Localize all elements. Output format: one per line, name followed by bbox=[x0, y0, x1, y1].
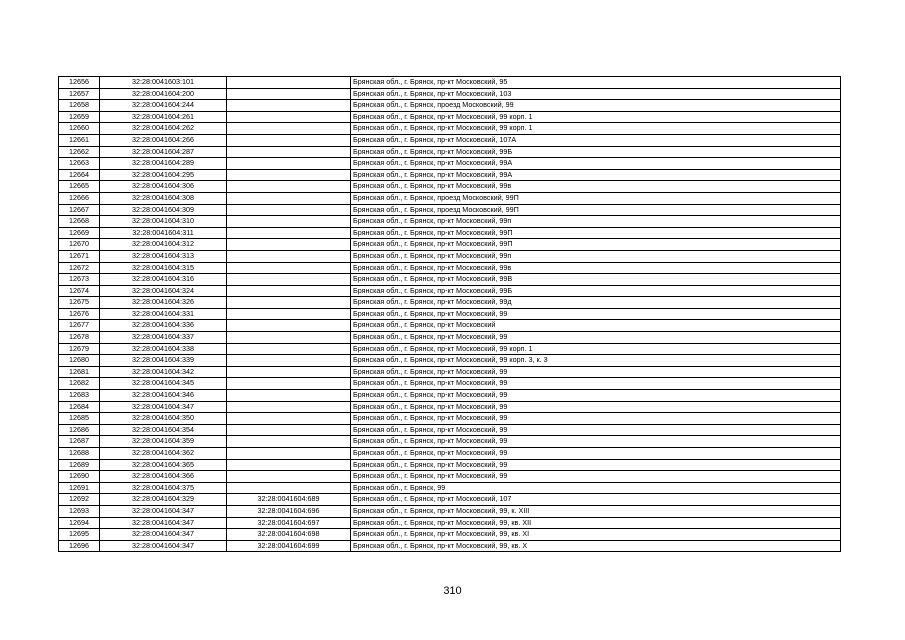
cadastral-number-cell: 32:28:0041604:326 bbox=[100, 297, 227, 309]
cadastral-number-cell: 32:28:0041604:375 bbox=[100, 482, 227, 494]
cadastral-number-cell: 32:28:0041604:262 bbox=[100, 123, 227, 135]
linked-cadastral-number-cell bbox=[227, 123, 351, 135]
address-cell: Брянская обл., г. Брянск, пр-кт Московский, 99п bbox=[351, 216, 841, 228]
table-row bbox=[59, 343, 841, 355]
linked-cadastral-number-cell bbox=[227, 413, 351, 425]
cadastral-number-cell: 32:28:0041604:359 bbox=[100, 436, 227, 448]
address-cell: Брянская обл., г. Брянск, пр-кт Московский, 107 bbox=[351, 494, 841, 506]
linked-cadastral-number-cell bbox=[227, 262, 351, 274]
table-row bbox=[59, 332, 841, 344]
address-cell: Брянская обл., г. Брянск, пр-кт Московский, 103 bbox=[351, 88, 841, 100]
table-row bbox=[59, 448, 841, 460]
linked-cadastral-number-cell bbox=[227, 436, 351, 448]
linked-cadastral-number-cell: 32:28:0041604:699 bbox=[227, 540, 351, 552]
address-cell: Брянская обл., г. Брянск, 99 bbox=[351, 482, 841, 494]
table-row bbox=[59, 517, 841, 529]
row-number-cell: 12678 bbox=[59, 332, 100, 344]
row-number-cell: 12673 bbox=[59, 274, 100, 286]
table-row bbox=[59, 192, 841, 204]
table-row bbox=[59, 250, 841, 262]
cadastral-number-cell: 32:28:0041604:365 bbox=[100, 459, 227, 471]
table-row bbox=[59, 111, 841, 123]
address-cell: Брянская обл., г. Брянск, пр-кт Московский, 99 bbox=[351, 436, 841, 448]
address-cell: Брянская обл., г. Брянск, пр-кт Московский, 99в bbox=[351, 262, 841, 274]
address-cell: Брянская обл., г. Брянск, пр-кт Московский, 99В bbox=[351, 274, 841, 286]
cadastral-number-cell: 32:28:0041604:312 bbox=[100, 239, 227, 251]
row-number-cell: 12676 bbox=[59, 308, 100, 320]
cadastral-number-cell: 32:28:0041604:338 bbox=[100, 343, 227, 355]
cadastral-number-cell: 32:28:0041604:347 bbox=[100, 529, 227, 541]
row-number-cell: 12695 bbox=[59, 529, 100, 541]
linked-cadastral-number-cell bbox=[227, 471, 351, 483]
address-cell: Брянская обл., г. Брянск, проезд Московский, 99П bbox=[351, 204, 841, 216]
address-cell: Брянская обл., г. Брянск, пр-кт Московский, 99, кв. X bbox=[351, 540, 841, 552]
linked-cadastral-number-cell bbox=[227, 285, 351, 297]
cadastral-number-cell: 32:28:0041604:244 bbox=[100, 100, 227, 112]
table-row bbox=[59, 181, 841, 193]
address-cell: Брянская обл., г. Брянск, пр-кт Московский, 99П bbox=[351, 239, 841, 251]
linked-cadastral-number-cell bbox=[227, 239, 351, 251]
address-cell: Брянская обл., г. Брянск, пр-кт Московский, 99 bbox=[351, 471, 841, 483]
row-number-cell: 12665 bbox=[59, 181, 100, 193]
linked-cadastral-number-cell bbox=[227, 158, 351, 170]
row-number-cell: 12675 bbox=[59, 297, 100, 309]
table-row bbox=[59, 436, 841, 448]
row-number-cell: 12682 bbox=[59, 378, 100, 390]
linked-cadastral-number-cell bbox=[227, 250, 351, 262]
linked-cadastral-number-cell bbox=[227, 320, 351, 332]
table-row bbox=[59, 540, 841, 552]
linked-cadastral-number-cell bbox=[227, 332, 351, 344]
cadastral-number-cell: 32:28:0041604:347 bbox=[100, 505, 227, 517]
linked-cadastral-number-cell bbox=[227, 401, 351, 413]
cadastral-number-cell: 32:28:0041604:313 bbox=[100, 250, 227, 262]
cadastral-number-cell: 32:28:0041604:362 bbox=[100, 448, 227, 460]
cadastral-number-cell: 32:28:0041604:350 bbox=[100, 413, 227, 425]
row-number-cell: 12688 bbox=[59, 448, 100, 460]
table-row bbox=[59, 390, 841, 402]
cadastral-number-cell: 32:28:0041604:266 bbox=[100, 134, 227, 146]
table-row bbox=[59, 262, 841, 274]
linked-cadastral-number-cell bbox=[227, 390, 351, 402]
linked-cadastral-number-cell bbox=[227, 146, 351, 158]
table-row bbox=[59, 77, 841, 89]
linked-cadastral-number-cell bbox=[227, 355, 351, 367]
row-number-cell: 12667 bbox=[59, 204, 100, 216]
address-cell: Брянская обл., г. Брянск, пр-кт Московский, 99 bbox=[351, 424, 841, 436]
table-row bbox=[59, 378, 841, 390]
cadastral-number-cell: 32:28:0041604:315 bbox=[100, 262, 227, 274]
cadastral-number-cell: 32:28:0041604:306 bbox=[100, 181, 227, 193]
cadastral-number-cell: 32:28:0041604:309 bbox=[100, 204, 227, 216]
table-row bbox=[59, 471, 841, 483]
cadastral-number-cell: 32:28:0041604:310 bbox=[100, 216, 227, 228]
address-cell: Брянская обл., г. Брянск, пр-кт Московский, 99А bbox=[351, 169, 841, 181]
table-row bbox=[59, 413, 841, 425]
cadastral-number-cell: 32:28:0041604:200 bbox=[100, 88, 227, 100]
table-row bbox=[59, 297, 841, 309]
row-number-cell: 12681 bbox=[59, 366, 100, 378]
cadastral-number-cell: 32:28:0041604:354 bbox=[100, 424, 227, 436]
linked-cadastral-number-cell: 32:28:0041604:696 bbox=[227, 505, 351, 517]
address-cell: Брянская обл., г. Брянск, пр-кт Московский, 99 bbox=[351, 401, 841, 413]
row-number-cell: 12693 bbox=[59, 505, 100, 517]
registry-table bbox=[58, 76, 841, 552]
registry-table-body bbox=[59, 77, 841, 552]
cadastral-number-cell: 32:28:0041604:329 bbox=[100, 494, 227, 506]
cadastral-number-cell: 32:28:0041604:311 bbox=[100, 227, 227, 239]
linked-cadastral-number-cell bbox=[227, 459, 351, 471]
row-number-cell: 12684 bbox=[59, 401, 100, 413]
table-row bbox=[59, 216, 841, 228]
linked-cadastral-number-cell bbox=[227, 274, 351, 286]
row-number-cell: 12679 bbox=[59, 343, 100, 355]
linked-cadastral-number-cell bbox=[227, 227, 351, 239]
linked-cadastral-number-cell: 32:28:0041604:698 bbox=[227, 529, 351, 541]
address-cell: Брянская обл., г. Брянск, пр-кт Московский, 99Б bbox=[351, 146, 841, 158]
address-cell: Брянская обл., г. Брянск, пр-кт Московский, 99 корп. 1 bbox=[351, 343, 841, 355]
table-row bbox=[59, 88, 841, 100]
cadastral-number-cell: 32:28:0041604:366 bbox=[100, 471, 227, 483]
address-cell: Брянская обл., г. Брянск, проезд Московский, 99П bbox=[351, 192, 841, 204]
row-number-cell: 12685 bbox=[59, 413, 100, 425]
cadastral-number-cell: 32:28:0041604:346 bbox=[100, 390, 227, 402]
linked-cadastral-number-cell bbox=[227, 169, 351, 181]
linked-cadastral-number-cell bbox=[227, 482, 351, 494]
row-number-cell: 12694 bbox=[59, 517, 100, 529]
address-cell: Брянская обл., г. Брянск, пр-кт Московский, 99в bbox=[351, 181, 841, 193]
linked-cadastral-number-cell bbox=[227, 216, 351, 228]
address-cell: Брянская обл., г. Брянск, пр-кт Московский, 99 корп. 1 bbox=[351, 111, 841, 123]
row-number-cell: 12689 bbox=[59, 459, 100, 471]
row-number-cell: 12656 bbox=[59, 77, 100, 89]
row-number-cell: 12692 bbox=[59, 494, 100, 506]
linked-cadastral-number-cell bbox=[227, 77, 351, 89]
table-row bbox=[59, 169, 841, 181]
cadastral-number-cell: 32:28:0041604:337 bbox=[100, 332, 227, 344]
linked-cadastral-number-cell bbox=[227, 378, 351, 390]
address-cell: Брянская обл., г. Брянск, пр-кт Московский, 99 bbox=[351, 459, 841, 471]
table-row bbox=[59, 308, 841, 320]
row-number-cell: 12683 bbox=[59, 390, 100, 402]
cadastral-number-cell: 32:28:0041604:316 bbox=[100, 274, 227, 286]
row-number-cell: 12671 bbox=[59, 250, 100, 262]
cadastral-number-cell: 32:28:0041604:347 bbox=[100, 401, 227, 413]
linked-cadastral-number-cell bbox=[227, 88, 351, 100]
table-row bbox=[59, 285, 841, 297]
address-cell: Брянская обл., г. Брянск, пр-кт Московский, 99 bbox=[351, 332, 841, 344]
address-cell: Брянская обл., г. Брянск, пр-кт Московский, 107А bbox=[351, 134, 841, 146]
linked-cadastral-number-cell bbox=[227, 366, 351, 378]
table-row bbox=[59, 134, 841, 146]
address-cell: Брянская обл., г. Брянск, пр-кт Московский, 99 bbox=[351, 390, 841, 402]
address-cell: Брянская обл., г. Брянск, пр-кт Московский, 95 bbox=[351, 77, 841, 89]
table-row bbox=[59, 320, 841, 332]
linked-cadastral-number-cell bbox=[227, 308, 351, 320]
cadastral-number-cell: 32:28:0041604:339 bbox=[100, 355, 227, 367]
row-number-cell: 12660 bbox=[59, 123, 100, 135]
address-cell: Брянская обл., г. Брянск, пр-кт Московский, 99 корп. 3, к. 3 bbox=[351, 355, 841, 367]
address-cell: Брянская обл., г. Брянск, пр-кт Московский, 99А bbox=[351, 158, 841, 170]
address-cell: Брянская обл., г. Брянск, пр-кт Московский, 99, кв. XI bbox=[351, 529, 841, 541]
table-row bbox=[59, 494, 841, 506]
row-number-cell: 12680 bbox=[59, 355, 100, 367]
address-cell: Брянская обл., г. Брянск, пр-кт Московский, 99, кв. XII bbox=[351, 517, 841, 529]
row-number-cell: 12658 bbox=[59, 100, 100, 112]
linked-cadastral-number-cell bbox=[227, 343, 351, 355]
table-row bbox=[59, 227, 841, 239]
cadastral-number-cell: 32:28:0041604:289 bbox=[100, 158, 227, 170]
cadastral-number-cell: 32:28:0041604:345 bbox=[100, 378, 227, 390]
address-cell: Брянская обл., г. Брянск, пр-кт Московский, 99, к. XIII bbox=[351, 505, 841, 517]
address-cell: Брянская обл., г. Брянск, пр-кт Московский, 99п bbox=[351, 250, 841, 262]
row-number-cell: 12663 bbox=[59, 158, 100, 170]
row-number-cell: 12687 bbox=[59, 436, 100, 448]
row-number-cell: 12661 bbox=[59, 134, 100, 146]
row-number-cell: 12668 bbox=[59, 216, 100, 228]
linked-cadastral-number-cell bbox=[227, 297, 351, 309]
cadastral-number-cell: 32:28:0041604:331 bbox=[100, 308, 227, 320]
linked-cadastral-number-cell bbox=[227, 424, 351, 436]
address-cell: Брянская обл., г. Брянск, пр-кт Московский bbox=[351, 320, 841, 332]
linked-cadastral-number-cell bbox=[227, 134, 351, 146]
address-cell: Брянская обл., г. Брянск, пр-кт Московский, 99д bbox=[351, 297, 841, 309]
table-row bbox=[59, 424, 841, 436]
linked-cadastral-number-cell bbox=[227, 448, 351, 460]
address-cell: Брянская обл., г. Брянск, пр-кт Московский, 99Б bbox=[351, 285, 841, 297]
row-number-cell: 12666 bbox=[59, 192, 100, 204]
row-number-cell: 12674 bbox=[59, 285, 100, 297]
address-cell: Брянская обл., г. Брянск, проезд Московский, 99 bbox=[351, 100, 841, 112]
row-number-cell: 12691 bbox=[59, 482, 100, 494]
linked-cadastral-number-cell: 32:28:0041604:697 bbox=[227, 517, 351, 529]
linked-cadastral-number-cell: 32:28:0041604:689 bbox=[227, 494, 351, 506]
cadastral-number-cell: 32:28:0041604:347 bbox=[100, 517, 227, 529]
table-row bbox=[59, 505, 841, 517]
address-cell: Брянская обл., г. Брянск, пр-кт Московский, 99 корп. 1 bbox=[351, 123, 841, 135]
address-cell: Брянская обл., г. Брянск, пр-кт Московский, 99 bbox=[351, 308, 841, 320]
table-row bbox=[59, 401, 841, 413]
row-number-cell: 12669 bbox=[59, 227, 100, 239]
cadastral-number-cell: 32:28:0041604:342 bbox=[100, 366, 227, 378]
cadastral-number-cell: 32:28:0041604:324 bbox=[100, 285, 227, 297]
cadastral-number-cell: 32:28:0041604:295 bbox=[100, 169, 227, 181]
table-row bbox=[59, 459, 841, 471]
cadastral-number-cell: 32:28:0041604:347 bbox=[100, 540, 227, 552]
row-number-cell: 12662 bbox=[59, 146, 100, 158]
cadastral-number-cell: 32:28:0041604:336 bbox=[100, 320, 227, 332]
row-number-cell: 12670 bbox=[59, 239, 100, 251]
table-row bbox=[59, 529, 841, 541]
table-row bbox=[59, 146, 841, 158]
cadastral-number-cell: 32:28:0041603:101 bbox=[100, 77, 227, 89]
linked-cadastral-number-cell bbox=[227, 100, 351, 112]
address-cell: Брянская обл., г. Брянск, пр-кт Московский, 99П bbox=[351, 227, 841, 239]
row-number-cell: 12677 bbox=[59, 320, 100, 332]
table-row bbox=[59, 274, 841, 286]
linked-cadastral-number-cell bbox=[227, 111, 351, 123]
cadastral-number-cell: 32:28:0041604:308 bbox=[100, 192, 227, 204]
linked-cadastral-number-cell bbox=[227, 192, 351, 204]
table-row bbox=[59, 366, 841, 378]
row-number-cell: 12696 bbox=[59, 540, 100, 552]
linked-cadastral-number-cell bbox=[227, 181, 351, 193]
cadastral-number-cell: 32:28:0041604:261 bbox=[100, 111, 227, 123]
table-row bbox=[59, 158, 841, 170]
address-cell: Брянская обл., г. Брянск, пр-кт Московский, 99 bbox=[351, 378, 841, 390]
table-row bbox=[59, 239, 841, 251]
address-cell: Брянская обл., г. Брянск, пр-кт Московский, 99 bbox=[351, 366, 841, 378]
cadastral-number-cell: 32:28:0041604:287 bbox=[100, 146, 227, 158]
row-number-cell: 12686 bbox=[59, 424, 100, 436]
table-row bbox=[59, 355, 841, 367]
table-row bbox=[59, 100, 841, 112]
row-number-cell: 12659 bbox=[59, 111, 100, 123]
table-row bbox=[59, 123, 841, 135]
linked-cadastral-number-cell bbox=[227, 204, 351, 216]
table-row bbox=[59, 204, 841, 216]
address-cell: Брянская обл., г. Брянск, пр-кт Московский, 99 bbox=[351, 448, 841, 460]
row-number-cell: 12657 bbox=[59, 88, 100, 100]
page-number: 310 bbox=[443, 585, 462, 597]
row-number-cell: 12690 bbox=[59, 471, 100, 483]
table-row bbox=[59, 482, 841, 494]
row-number-cell: 12672 bbox=[59, 262, 100, 274]
address-cell: Брянская обл., г. Брянск, пр-кт Московский, 99 bbox=[351, 413, 841, 425]
row-number-cell: 12664 bbox=[59, 169, 100, 181]
